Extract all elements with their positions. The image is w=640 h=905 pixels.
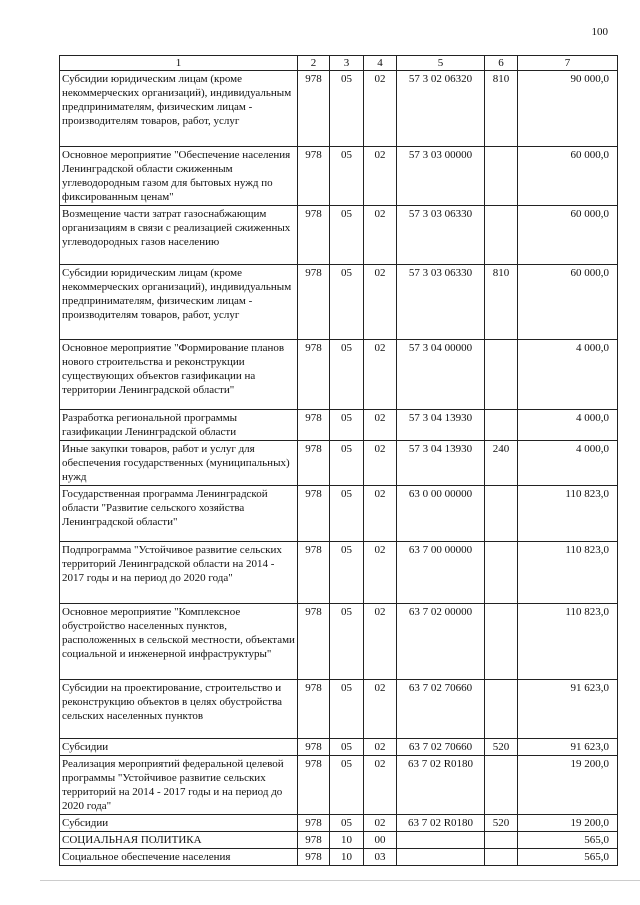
row-code: 978 [298, 71, 330, 147]
row-section: 05 [330, 542, 364, 604]
row-sum: 565,0 [518, 832, 618, 849]
row-target-article [397, 832, 485, 849]
row-expense-type [485, 680, 518, 739]
row-code: 978 [298, 815, 330, 832]
row-section: 05 [330, 441, 364, 486]
row-target-article: 63 0 00 00000 [397, 486, 485, 542]
table-row [60, 542, 618, 604]
row-expense-type [485, 849, 518, 866]
row-section: 05 [330, 739, 364, 756]
row-code: 978 [298, 340, 330, 410]
row-section: 05 [330, 680, 364, 739]
table-row [60, 849, 618, 866]
row-name: СОЦИАЛЬНАЯ ПОЛИТИКА [60, 832, 298, 849]
row-code: 978 [298, 486, 330, 542]
row-name: Основное мероприятие "Комплексное обустройство населенных пунктов, расположенных в сельской местности, объектами социальной и инженерной инфраструктуры" [60, 604, 298, 680]
row-subsection: 02 [364, 486, 397, 542]
row-name: Государственная программа Ленинградской области "Развитие сельского хозяйства Ленинградской области" [60, 486, 298, 542]
row-subsection: 03 [364, 849, 397, 866]
row-expense-type [485, 486, 518, 542]
row-sum: 110 823,0 [518, 604, 618, 680]
budget-table [59, 55, 618, 866]
row-subsection: 02 [364, 815, 397, 832]
header-col-6: 6 [485, 56, 518, 71]
row-code: 978 [298, 604, 330, 680]
row-section: 05 [330, 265, 364, 340]
table-row [60, 739, 618, 756]
table-row [60, 832, 618, 849]
row-section: 10 [330, 832, 364, 849]
row-sum: 110 823,0 [518, 542, 618, 604]
row-subsection: 02 [364, 542, 397, 604]
table-row [60, 441, 618, 486]
row-expense-type [485, 206, 518, 265]
row-section: 05 [330, 410, 364, 441]
row-expense-type: 520 [485, 739, 518, 756]
row-expense-type: 240 [485, 441, 518, 486]
row-sum: 4 000,0 [518, 340, 618, 410]
header-col-5: 5 [397, 56, 485, 71]
row-code: 978 [298, 680, 330, 739]
row-section: 05 [330, 815, 364, 832]
table-row [60, 756, 618, 815]
row-sum: 60 000,0 [518, 265, 618, 340]
row-subsection: 02 [364, 441, 397, 486]
row-code: 978 [298, 832, 330, 849]
row-sum: 4 000,0 [518, 410, 618, 441]
row-section: 05 [330, 604, 364, 680]
row-expense-type: 520 [485, 815, 518, 832]
row-target-article: 63 7 02 R0180 [397, 815, 485, 832]
table-row [60, 680, 618, 739]
header-col-4: 4 [364, 56, 397, 71]
row-code: 978 [298, 265, 330, 340]
row-section: 05 [330, 71, 364, 147]
row-target-article: 57 3 04 00000 [397, 340, 485, 410]
row-code: 978 [298, 206, 330, 265]
row-section: 05 [330, 486, 364, 542]
table-row [60, 340, 618, 410]
header-col-7: 7 [518, 56, 618, 71]
row-sum: 565,0 [518, 849, 618, 866]
row-sum: 19 200,0 [518, 815, 618, 832]
row-expense-type [485, 542, 518, 604]
row-code: 978 [298, 410, 330, 441]
row-section: 05 [330, 206, 364, 265]
row-target-article: 63 7 02 70660 [397, 739, 485, 756]
row-name: Основное мероприятие "Обеспечение населения Ленинградской области сжиженным углеводородным газом для бытовых нужд по фиксированным ценам" [60, 147, 298, 206]
row-name: Субсидии юридическим лицам (кроме некоммерческих организаций), индивидуальным предпринимателям, физическим лицам - производителям товаров, работ, услуг [60, 71, 298, 147]
row-section: 10 [330, 849, 364, 866]
row-name: Субсидии на проектирование, строительство и реконструкцию объектов в целях обустройства сельских населенных пунктов [60, 680, 298, 739]
row-target-article: 57 3 02 06320 [397, 71, 485, 147]
table-row [60, 206, 618, 265]
row-name: Социальное обеспечение населения [60, 849, 298, 866]
page-number: 100 [591, 26, 608, 38]
row-expense-type: 810 [485, 71, 518, 147]
row-subsection: 02 [364, 147, 397, 206]
row-sum: 60 000,0 [518, 206, 618, 265]
table-header-row [60, 56, 618, 71]
table-row [60, 265, 618, 340]
table-row [60, 410, 618, 441]
row-target-article: 57 3 04 13930 [397, 410, 485, 441]
row-target-article: 63 7 02 00000 [397, 604, 485, 680]
table-row [60, 147, 618, 206]
row-sum: 110 823,0 [518, 486, 618, 542]
table-row [60, 604, 618, 680]
row-expense-type [485, 410, 518, 441]
row-name: Возмещение части затрат газоснабжающим организациям в связи с реализацией сжиженных углеводородных газов населению [60, 206, 298, 265]
row-subsection: 02 [364, 756, 397, 815]
row-subsection: 02 [364, 340, 397, 410]
header-col-1: 1 [60, 56, 298, 71]
row-sum: 90 000,0 [518, 71, 618, 147]
page-edge-line [40, 880, 640, 881]
row-name: Разработка региональной программы газификации Ленинградской области [60, 410, 298, 441]
row-code: 978 [298, 542, 330, 604]
row-expense-type: 810 [485, 265, 518, 340]
header-col-3: 3 [330, 56, 364, 71]
row-sum: 4 000,0 [518, 441, 618, 486]
table-row [60, 815, 618, 832]
row-code: 978 [298, 849, 330, 866]
row-section: 05 [330, 756, 364, 815]
row-name: Иные закупки товаров, работ и услуг для обеспечения государственных (муниципальных) нужд [60, 441, 298, 486]
row-name: Основное мероприятие "Формирование планов нового строительства и реконструкции существующих объектов газификации на территории Ленинградской области" [60, 340, 298, 410]
row-sum: 91 623,0 [518, 739, 618, 756]
row-name: Реализация мероприятий федеральной целевой программы "Устойчивое развитие сельских территорий на 2014 - 2017 годы и на период до 2020 года" [60, 756, 298, 815]
row-section: 05 [330, 147, 364, 206]
row-code: 978 [298, 147, 330, 206]
row-sum: 91 623,0 [518, 680, 618, 739]
row-name: Субсидии юридическим лицам (кроме некоммерческих организаций), индивидуальным предпринимателям, физическим лицам - производителям товаров, работ, услуг [60, 265, 298, 340]
table-row [60, 486, 618, 542]
row-subsection: 02 [364, 71, 397, 147]
row-target-article: 57 3 03 06330 [397, 265, 485, 340]
row-sum: 19 200,0 [518, 756, 618, 815]
row-subsection: 00 [364, 832, 397, 849]
row-target-article: 57 3 04 13930 [397, 441, 485, 486]
row-target-article [397, 849, 485, 866]
row-name: Подпрограмма "Устойчивое развитие сельских территорий Ленинградской области на 2014 - 2017 годы и на период до 2020 года" [60, 542, 298, 604]
row-target-article: 63 7 02 70660 [397, 680, 485, 739]
row-code: 978 [298, 756, 330, 815]
row-code: 978 [298, 739, 330, 756]
row-name: Субсидии [60, 739, 298, 756]
row-expense-type [485, 147, 518, 206]
row-subsection: 02 [364, 680, 397, 739]
row-target-article: 57 3 03 00000 [397, 147, 485, 206]
row-section: 05 [330, 340, 364, 410]
row-target-article: 63 7 02 R0180 [397, 756, 485, 815]
row-subsection: 02 [364, 604, 397, 680]
row-code: 978 [298, 441, 330, 486]
row-target-article: 57 3 03 06330 [397, 206, 485, 265]
row-expense-type [485, 604, 518, 680]
row-subsection: 02 [364, 206, 397, 265]
row-expense-type [485, 340, 518, 410]
row-target-article: 63 7 00 00000 [397, 542, 485, 604]
row-expense-type [485, 756, 518, 815]
row-name: Субсидии [60, 815, 298, 832]
table-row [60, 71, 618, 147]
header-col-2: 2 [298, 56, 330, 71]
row-subsection: 02 [364, 739, 397, 756]
row-subsection: 02 [364, 410, 397, 441]
row-sum: 60 000,0 [518, 147, 618, 206]
row-subsection: 02 [364, 265, 397, 340]
row-expense-type [485, 832, 518, 849]
